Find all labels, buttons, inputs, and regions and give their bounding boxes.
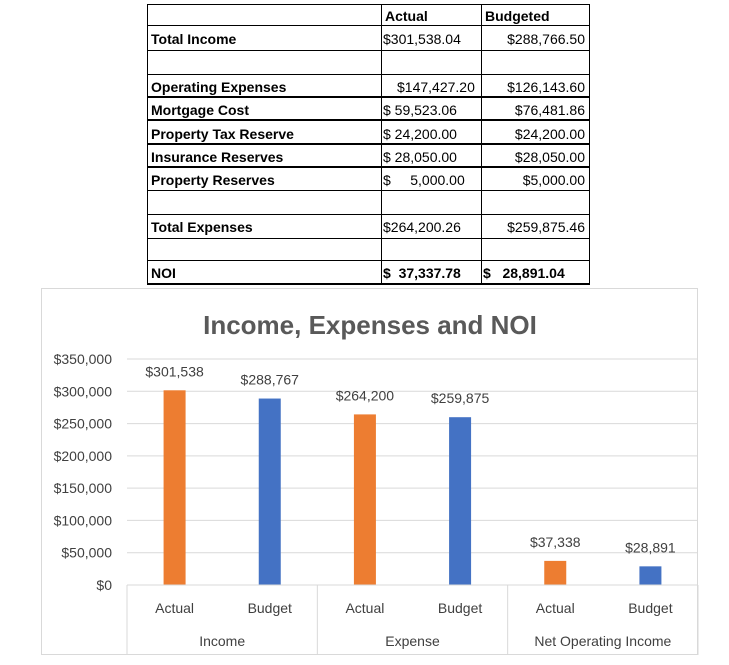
bar bbox=[354, 414, 376, 585]
data-label: $37,338 bbox=[529, 533, 581, 550]
x-category-label: Budget bbox=[628, 600, 673, 616]
chart-area bbox=[41, 288, 698, 655]
bar bbox=[544, 561, 566, 585]
y-tick-label: $300,000 bbox=[53, 383, 112, 400]
data-label: $264,200 bbox=[335, 387, 395, 404]
y-tick-label: $250,000 bbox=[53, 415, 112, 432]
x-category-label: Actual bbox=[535, 600, 575, 616]
x-category-label: Actual bbox=[155, 600, 195, 616]
data-label: $259,875 bbox=[430, 390, 490, 407]
bar bbox=[639, 566, 661, 585]
x-category-label: Budget bbox=[247, 600, 292, 616]
row-label-total-expenses: Total Expenses bbox=[151, 219, 253, 235]
data-label: $28,891 bbox=[625, 539, 676, 556]
bar bbox=[164, 390, 186, 585]
cell-actual: $301,538.04 bbox=[383, 31, 461, 47]
row-label-property-tax-reserve: Property Tax Reserve bbox=[151, 126, 294, 142]
data-label: $301,538 bbox=[145, 363, 204, 380]
x-category-label: Actual bbox=[345, 600, 385, 616]
row-label-total-income: Total Income bbox=[151, 31, 237, 47]
y-tick-label: $350,000 bbox=[53, 351, 112, 367]
row-label-mortgage-cost: Mortgage Cost bbox=[151, 102, 249, 118]
y-tick-label: $0 bbox=[96, 577, 112, 593]
table-rule bbox=[147, 238, 590, 239]
x-group-label: Income bbox=[199, 633, 246, 649]
header-budgeted: Budgeted bbox=[485, 8, 550, 24]
table-rule bbox=[147, 190, 590, 191]
budget-table bbox=[147, 4, 590, 285]
cell-budgeted: $ 28,891.04 bbox=[483, 265, 565, 281]
row-label-noi: NOI bbox=[151, 265, 176, 281]
table-rule bbox=[147, 4, 590, 5]
table-rule bbox=[147, 283, 590, 285]
y-tick-label: $200,000 bbox=[53, 447, 112, 464]
cell-actual: $147,427.20 bbox=[397, 79, 475, 95]
cell-actual: $ 5,000.00 bbox=[383, 172, 465, 188]
bar bbox=[259, 399, 281, 585]
cell-actual: $ 24,200.00 bbox=[383, 126, 457, 142]
cell-actual: $ 59,523.06 bbox=[383, 102, 457, 118]
y-tick-label: $50,000 bbox=[61, 544, 112, 561]
cell-budgeted: $5,000.00 bbox=[522, 172, 585, 188]
x-category-label: Budget bbox=[437, 600, 483, 616]
table-rule bbox=[147, 214, 590, 215]
cell-budgeted: $24,200.00 bbox=[514, 126, 585, 142]
bar bbox=[449, 417, 471, 585]
row-label-insurance-reserves: Insurance Reserves bbox=[151, 149, 284, 165]
chart-title: Income, Expenses and NOI bbox=[203, 310, 537, 340]
table-rule bbox=[147, 74, 590, 75]
cell-actual: $ 28,050.00 bbox=[383, 149, 457, 165]
data-label: $288,767 bbox=[240, 371, 299, 388]
header-actual: Actual bbox=[385, 8, 428, 24]
cell-budgeted: $126,143.60 bbox=[507, 79, 585, 95]
x-group-label: Net Operating Income bbox=[534, 633, 672, 649]
cell-budgeted: $76,481.86 bbox=[514, 102, 585, 118]
row-label-operating-expenses: Operating Expenses bbox=[151, 79, 287, 95]
cell-budgeted: $259,875.46 bbox=[507, 219, 585, 235]
cell-actual: $ 37,337.78 bbox=[383, 265, 461, 281]
cell-actual: $264,200.26 bbox=[383, 219, 461, 235]
x-group-label: Expense bbox=[385, 633, 440, 649]
row-label-property-reserves: Property Reserves bbox=[151, 172, 275, 188]
table-rule bbox=[147, 260, 590, 261]
table-rule bbox=[147, 50, 590, 51]
y-tick-label: $150,000 bbox=[53, 480, 112, 497]
cell-budgeted: $288,766.50 bbox=[507, 31, 585, 47]
y-tick-label: $100,000 bbox=[53, 512, 112, 529]
cell-budgeted: $28,050.00 bbox=[514, 149, 585, 165]
bar-chart bbox=[42, 289, 699, 656]
